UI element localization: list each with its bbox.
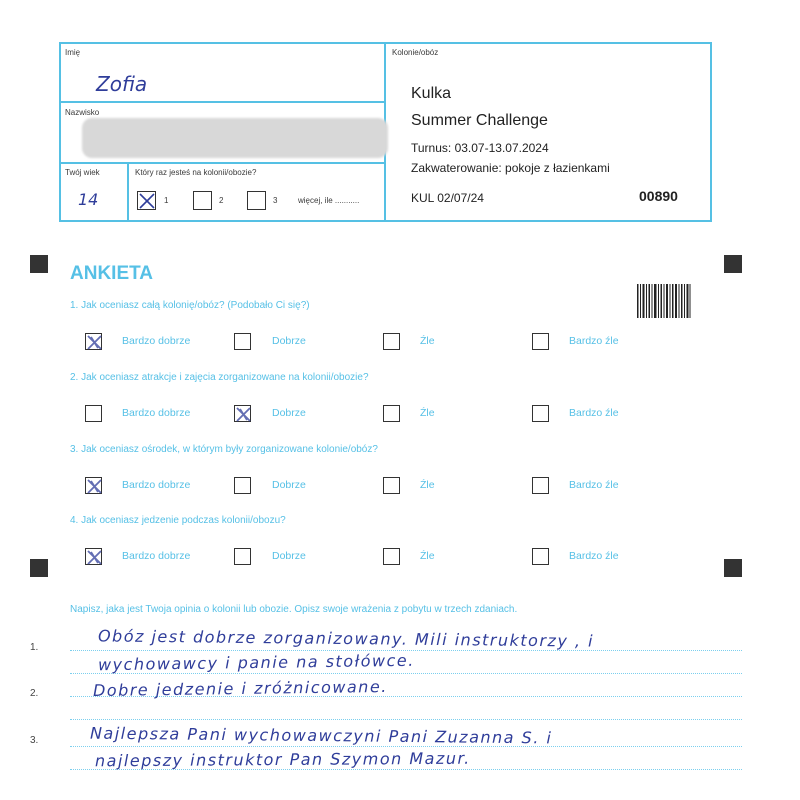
registration-mark-bottom-left xyxy=(30,559,48,577)
answer-label: Bardzo źle xyxy=(569,550,619,562)
imie-value[interactable]: Zofia xyxy=(96,72,148,96)
visit-option-3: 3 xyxy=(273,196,278,205)
answer-label: Źle xyxy=(420,550,435,562)
answer-checkbox[interactable] xyxy=(85,548,102,565)
kolonie-label: Kolonie/obóz xyxy=(392,48,439,57)
form-number: 00890 xyxy=(639,188,678,204)
question-4: 4. Jak oceniasz jedzenie podczas kolonii/obozu? xyxy=(70,515,286,526)
handwritten-line-1: Obóz jest dobrze zorganizowany. Mili instruktorzy , i xyxy=(97,626,595,651)
visit-checkbox-3[interactable] xyxy=(247,191,266,210)
opinion-prompt: Napisz, jaka jest Twoja opinia o kolonii lub obozie. Opisz swoje wrażenia z pobytu w trzech zdaniach. xyxy=(70,604,518,615)
visit-option-1: 1 xyxy=(164,196,169,205)
question-1: 1. Jak oceniasz całą kolonię/obóz? (Podobało Ci się?) xyxy=(70,300,310,311)
answer-checkbox[interactable] xyxy=(532,477,549,494)
answer-checkbox[interactable] xyxy=(532,548,549,565)
check-mark-icon xyxy=(86,478,103,495)
survey-title: ANKIETA xyxy=(70,263,154,284)
handwritten-line-5: najlepszy instruktor Pan Szymon Mazur. xyxy=(94,748,471,771)
answer-label: Dobrze xyxy=(272,407,306,419)
answer-checkbox[interactable] xyxy=(383,548,400,565)
check-mark-icon xyxy=(235,406,252,423)
answer-checkbox[interactable] xyxy=(234,333,251,350)
wiek-label: Twój wiek xyxy=(65,168,100,177)
line-number-3: 3. xyxy=(30,735,39,746)
answer-label: Dobrze xyxy=(272,335,306,347)
visit-more-label: więcej, ile ........... xyxy=(298,196,360,205)
answer-label: Źle xyxy=(420,335,435,347)
answer-checkbox[interactable] xyxy=(532,405,549,422)
answer-checkbox[interactable] xyxy=(234,477,251,494)
answer-label: Bardzo dobrze xyxy=(122,407,191,419)
registration-mark-bottom-right xyxy=(724,559,742,577)
imie-label: Imię xyxy=(65,48,81,57)
question-2: 2. Jak oceniasz atrakcje i zajęcia zorganizowane na kolonii/obozie? xyxy=(70,372,369,383)
check-mark-icon xyxy=(138,192,157,211)
writing-line xyxy=(70,746,742,747)
answer-checkbox[interactable] xyxy=(383,333,400,350)
registration-mark-top-left xyxy=(30,255,48,273)
answer-checkbox[interactable] xyxy=(85,405,102,422)
turnus: Turnus: 03.07-13.07.2024 xyxy=(411,141,549,155)
answer-label: Bardzo dobrze xyxy=(122,479,191,491)
check-mark-icon xyxy=(86,549,103,566)
answer-checkbox[interactable] xyxy=(85,477,102,494)
answer-label: Bardzo źle xyxy=(569,407,619,419)
answer-label: Bardzo źle xyxy=(569,335,619,347)
answer-label: Dobrze xyxy=(272,479,306,491)
writing-line xyxy=(70,719,742,720)
zakwaterowanie: Zakwaterowanie: pokoje z łazienkami xyxy=(411,161,610,175)
answer-label: Bardzo dobrze xyxy=(122,335,191,347)
answer-label: Dobrze xyxy=(272,550,306,562)
answer-checkbox[interactable] xyxy=(532,333,549,350)
camp-program: Summer Challenge xyxy=(411,112,548,129)
registration-mark-top-right xyxy=(724,255,742,273)
answer-checkbox[interactable] xyxy=(85,333,102,350)
nazwisko-redaction xyxy=(82,118,388,158)
ktory-raz-label: Który raz jesteś na kolonii/obozie? xyxy=(135,168,257,177)
camp-name: Kulka xyxy=(411,85,452,102)
answer-label: Bardzo źle xyxy=(569,479,619,491)
answer-label: Bardzo dobrze xyxy=(122,550,191,562)
answer-checkbox[interactable] xyxy=(234,548,251,565)
barcode-icon xyxy=(637,284,691,319)
answer-checkbox[interactable] xyxy=(383,477,400,494)
line-number-2: 2. xyxy=(30,688,39,699)
visit-option-2: 2 xyxy=(219,196,224,205)
answer-label: Źle xyxy=(420,479,435,491)
nazwisko-label: Nazwisko xyxy=(65,108,100,117)
camp-code: KUL 02/07/24 xyxy=(411,191,484,205)
answer-checkbox[interactable] xyxy=(383,405,400,422)
answer-checkbox[interactable] xyxy=(234,405,251,422)
visit-checkbox-1[interactable] xyxy=(137,191,156,210)
answer-label: Źle xyxy=(420,407,435,419)
handwritten-line-3: Dobre jedzenie i zróżnicowane. xyxy=(92,676,388,701)
handwritten-line-4: Najlepsza Pani wychowawczyni Pani Zuzanna S. i xyxy=(89,723,553,748)
visit-checkbox-2[interactable] xyxy=(193,191,212,210)
check-mark-icon xyxy=(86,334,103,351)
question-3: 3. Jak oceniasz ośrodek, w którym były zorganizowane kolonie/obóz? xyxy=(70,444,378,455)
line-number-1: 1. xyxy=(30,642,39,653)
handwritten-line-2: wychowawcy i panie na stołówce. xyxy=(97,650,415,675)
wiek-value[interactable]: 14 xyxy=(78,190,99,209)
